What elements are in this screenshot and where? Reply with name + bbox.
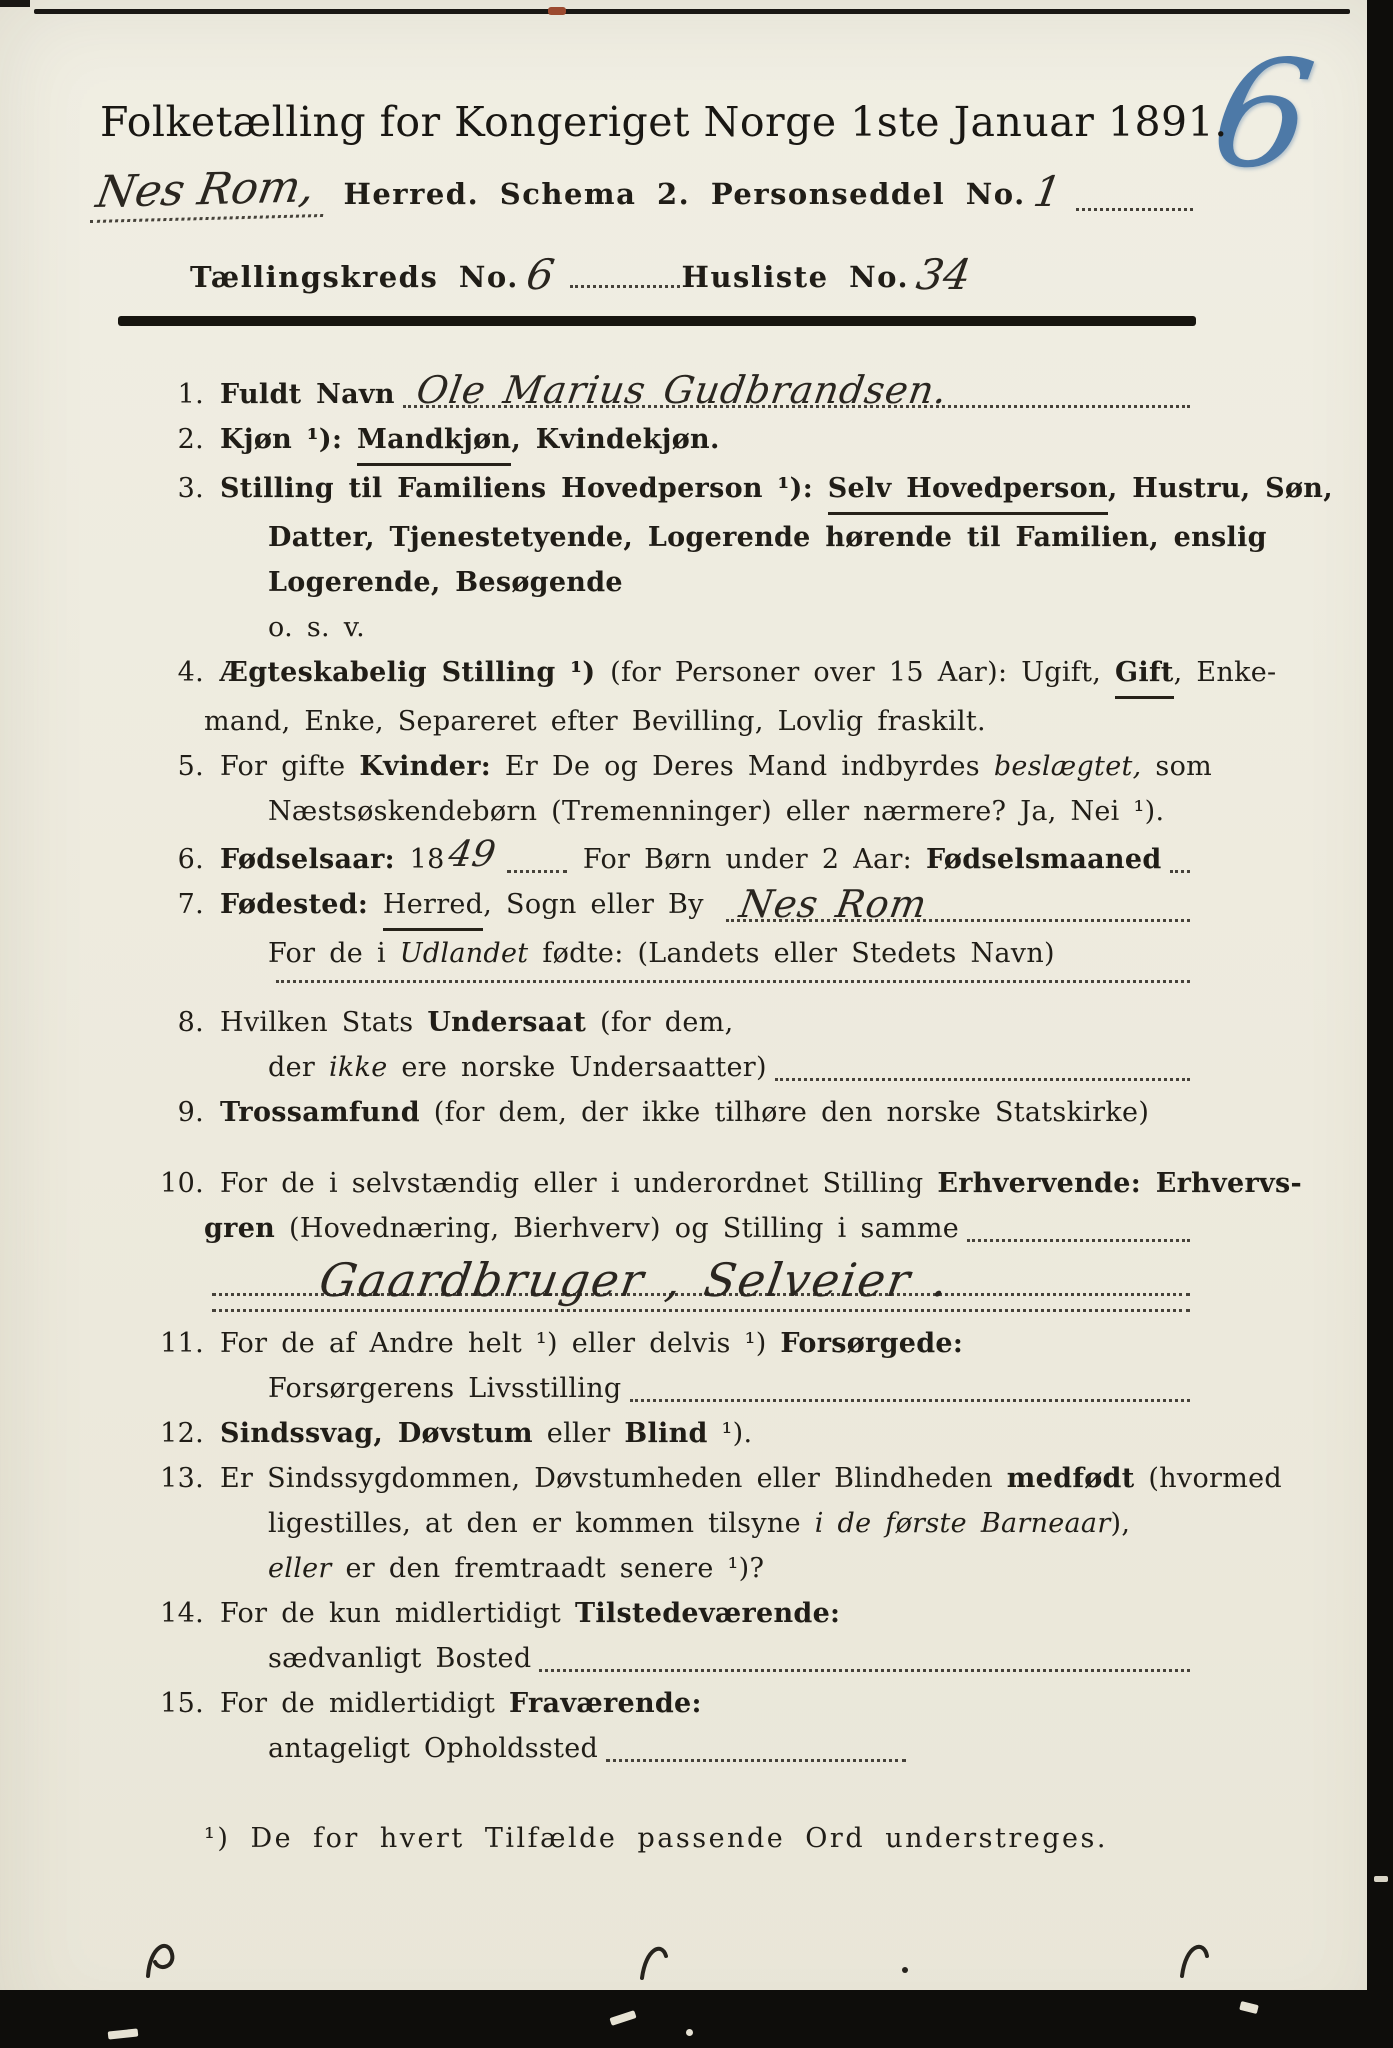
scan-top-border-line xyxy=(34,9,1350,14)
tellingskreds-label: Tællingskreds No. xyxy=(190,260,519,294)
header-district-row xyxy=(92,161,1195,220)
item-8-citizenship xyxy=(146,1000,1192,1045)
item-text: For de kun midlertidigt xyxy=(220,1598,575,1629)
scan-right-edge xyxy=(1367,0,1393,2048)
italic-term: eller xyxy=(268,1553,332,1584)
dotted-rule xyxy=(606,1755,906,1762)
item-text: (for Personer over 15 Aar): Ugift, xyxy=(610,657,1116,688)
item-text: For de af Andre helt ¹) eller delvis ¹) xyxy=(220,1328,781,1359)
item-13-line-3 xyxy=(146,1546,1192,1591)
handwritten-personseddel-number: 1 xyxy=(1029,167,1065,216)
item-9-religion xyxy=(146,1090,1192,1135)
dotted-rule xyxy=(630,1395,1190,1402)
pen-flourish-marks xyxy=(0,1898,1393,1990)
item-label: medfødt xyxy=(1006,1463,1135,1494)
item-text: (hvormed xyxy=(1134,1463,1282,1494)
item-7-answer-rule xyxy=(146,976,1192,992)
item-text: For de i selvstændig eller i underordnet Stilling xyxy=(220,1168,938,1199)
handwritten-archive-number: 6 xyxy=(1201,26,1325,204)
dotted-rule xyxy=(507,866,567,873)
item-4-line-2 xyxy=(146,699,1192,744)
item-5-line-2 xyxy=(146,789,1192,834)
item-3-line-3 xyxy=(146,560,1192,605)
form-body xyxy=(146,368,1333,1854)
item-text: Datter, Tjenestetyende, Logerende hørende til Familien, enslig xyxy=(268,522,1267,553)
item-number: 13. xyxy=(160,1463,204,1494)
dotted-rule xyxy=(276,976,1190,983)
item-text: , Enke- xyxy=(1173,657,1277,688)
item-text: Logerende, Besøgende xyxy=(268,567,623,598)
item-text: , Hustru, Søn, xyxy=(1107,473,1333,504)
husliste-label: Husliste No. xyxy=(681,260,910,294)
item-14-temporarily-present xyxy=(146,1591,1192,1636)
item-label: Ægteskabelig Stilling ¹) xyxy=(220,657,611,688)
item-15-temporarily-absent xyxy=(146,1681,1192,1726)
item-label: Undersaat xyxy=(427,1007,587,1038)
item-label: Trossamfund xyxy=(220,1097,420,1128)
item-label: Erhvervende: xyxy=(937,1168,1156,1199)
dotted-answer-line xyxy=(403,368,1190,412)
pen-flourish xyxy=(148,1946,172,1976)
pen-dot xyxy=(902,1967,908,1973)
handwritten-municipality: Nes Rom, xyxy=(90,161,333,223)
item-label: Kjøn ¹): xyxy=(220,424,357,455)
item-2-sex xyxy=(146,417,1192,466)
item-text: mand, Enke, Separeret efter Bevilling, Lovlig fraskilt. xyxy=(204,706,986,737)
item-8-line-2 xyxy=(146,1045,1192,1090)
item-text: For Børn under 2 Aar: xyxy=(569,844,926,875)
item-label: gren xyxy=(204,1213,276,1244)
underlined-option: Selv Hovedperson xyxy=(828,466,1108,515)
item-12-disabilities xyxy=(146,1411,1192,1456)
item-label: Forsørgede: xyxy=(780,1328,964,1359)
item-text: som xyxy=(1141,751,1213,782)
item-5-married-women xyxy=(146,744,1213,789)
dotted-rule xyxy=(1170,866,1191,873)
item-label: Fuldt Navn xyxy=(220,379,395,410)
item-number: 3. xyxy=(177,473,204,504)
pen-flourish xyxy=(642,1949,666,1978)
scan-edge-speck xyxy=(1374,1876,1388,1882)
item-text: Næstsøskendebørn (Tremenninger) eller nærmere? Ja, Nei ¹). xyxy=(268,796,1165,827)
dotted-rule xyxy=(775,1074,1190,1081)
item-number: 11. xyxy=(160,1328,204,1359)
form-title: Folketælling for Kongeriget Norge 1ste Januar 1891. xyxy=(100,98,1228,146)
footnote-instruction: ¹) De for hvert Tilfælde passende Ord understreges. xyxy=(204,1823,1108,1854)
scan-corner-mark xyxy=(0,0,30,7)
handwritten-full-name: Ole Marius Gudbrandsen. xyxy=(413,368,951,412)
item-text: ligestilles, at den er kommen tilsyne xyxy=(268,1508,815,1539)
item-label: Stilling til Familiens Hovedperson ¹): xyxy=(220,473,828,504)
item-number: 1. xyxy=(177,379,204,410)
dotted-answer-line xyxy=(212,1253,1190,1307)
item-7-birthplace xyxy=(146,882,1192,931)
item-11-supported-persons xyxy=(146,1321,1192,1366)
item-text: er den fremtraadt senere ¹)? xyxy=(331,1553,765,1584)
item-text: (for dem, xyxy=(586,1007,734,1038)
scan-bottom-edge xyxy=(0,1990,1393,2048)
item-number: 15. xyxy=(160,1688,204,1719)
item-label: Kvinder: xyxy=(359,751,492,782)
item-text: 18 xyxy=(409,844,445,875)
item-text: o. s. v. xyxy=(268,612,365,643)
item-3-line-2 xyxy=(146,515,1267,560)
handwritten-occupation: Gaardbruger , Selveier . xyxy=(315,1253,954,1307)
item-number: 8. xyxy=(177,1007,204,1038)
item-14-line-2 xyxy=(146,1636,1192,1681)
dotted-rule xyxy=(967,1235,1190,1242)
item-text: antageligt Opholdssted xyxy=(268,1733,599,1764)
item-11-line-2 xyxy=(146,1366,1192,1411)
underlined-option: Gift xyxy=(1115,650,1174,699)
item-10-answer-rule xyxy=(146,1305,1192,1321)
item-label: Fødselsaar: xyxy=(220,844,410,875)
underlined-option: Mandkjøn xyxy=(357,417,511,466)
item-text: (for dem, der ikke tilhøre den norske Statskirke) xyxy=(419,1097,1150,1128)
dotted-rule xyxy=(570,281,680,288)
item-text: ¹). xyxy=(707,1418,753,1449)
header-divider-rule xyxy=(118,316,1196,326)
item-text: (Hovednæring, Bierhverv) og Stilling i samme xyxy=(275,1213,960,1244)
item-number: 14. xyxy=(160,1598,204,1629)
italic-term: ikke xyxy=(328,1052,388,1083)
item-13-congenital xyxy=(146,1456,1282,1501)
item-number: 5. xyxy=(177,751,204,782)
underlined-option: Herred xyxy=(383,882,483,931)
pen-flourish xyxy=(1182,1947,1207,1976)
item-text: ere norske Undersaatter) xyxy=(387,1052,767,1083)
item-10-line-2 xyxy=(146,1206,1192,1251)
item-6-birth-year xyxy=(146,834,1192,882)
item-15-line-2 xyxy=(146,1726,1192,1771)
handwritten-kreds-number: 6 xyxy=(522,250,558,299)
item-number: 12. xyxy=(160,1418,204,1449)
item-3-household-position xyxy=(146,466,1333,515)
handwritten-birth-year: 49 xyxy=(445,834,499,875)
item-text: Er De og Deres Mand indbyrdes xyxy=(491,751,994,782)
scan-red-speck xyxy=(548,7,566,15)
item-text: , Kvindekjøn. xyxy=(511,424,720,455)
item-label: Tilstedeværende: xyxy=(574,1598,841,1629)
item-text: For gifte xyxy=(220,751,360,782)
item-4-marital-status xyxy=(146,650,1277,699)
item-number: 2. xyxy=(177,424,204,455)
item-label: Fraværende: xyxy=(509,1688,702,1719)
item-text: sædvanligt Bosted xyxy=(268,1643,532,1674)
header-kreds-row xyxy=(190,248,1195,297)
item-number: 10. xyxy=(160,1168,204,1199)
dotted-answer-line xyxy=(726,882,1190,926)
item-text: der xyxy=(268,1052,329,1083)
item-1-full-name xyxy=(146,368,1192,417)
item-text: ), xyxy=(1110,1508,1131,1539)
herred-schema-personseddel-label: Herred. Schema 2. Personseddel No. xyxy=(343,177,1026,211)
item-label: Blind xyxy=(624,1418,708,1449)
item-7-line-2 xyxy=(146,931,1192,976)
item-10-answer xyxy=(146,1251,1192,1305)
item-text: eller xyxy=(532,1418,625,1449)
handwritten-husliste-number: 34 xyxy=(913,250,975,299)
item-number: 9. xyxy=(177,1097,204,1128)
item-label: Erhvervs- xyxy=(1155,1168,1303,1199)
italic-term: i de første Barneaar xyxy=(814,1508,1111,1539)
handwritten-birthplace: Nes Rom xyxy=(736,882,931,926)
item-text: fødte: (Landets eller Stedets Navn) xyxy=(528,938,1055,969)
item-text: , Sogn eller By xyxy=(483,889,718,920)
item-number: 6. xyxy=(177,844,204,875)
italic-term: beslægtet, xyxy=(993,751,1142,782)
italic-term: Udlandet xyxy=(399,938,529,969)
scan-white-speck xyxy=(686,2029,693,2036)
item-text: For de midlertidigt xyxy=(220,1688,510,1719)
item-text: Er Sindssygdommen, Døvstumheden eller Blindheden xyxy=(220,1463,1007,1494)
item-text: Hvilken Stats xyxy=(220,1007,428,1038)
item-13-line-2 xyxy=(146,1501,1192,1546)
item-number: 7. xyxy=(177,889,204,920)
item-3-line-4 xyxy=(146,605,1192,650)
dotted-rule xyxy=(1076,204,1193,211)
item-10-occupation xyxy=(146,1161,1303,1206)
dotted-rule xyxy=(539,1665,1190,1672)
item-label: Fødselsmaaned xyxy=(925,844,1162,875)
item-label: Sindssvag, Døvstum xyxy=(220,1418,533,1449)
item-text: Forsørgerens Livsstilling xyxy=(268,1373,622,1404)
item-label: Fødested: xyxy=(220,889,383,920)
item-text: For de i xyxy=(268,938,400,969)
item-number: 4. xyxy=(177,657,204,688)
